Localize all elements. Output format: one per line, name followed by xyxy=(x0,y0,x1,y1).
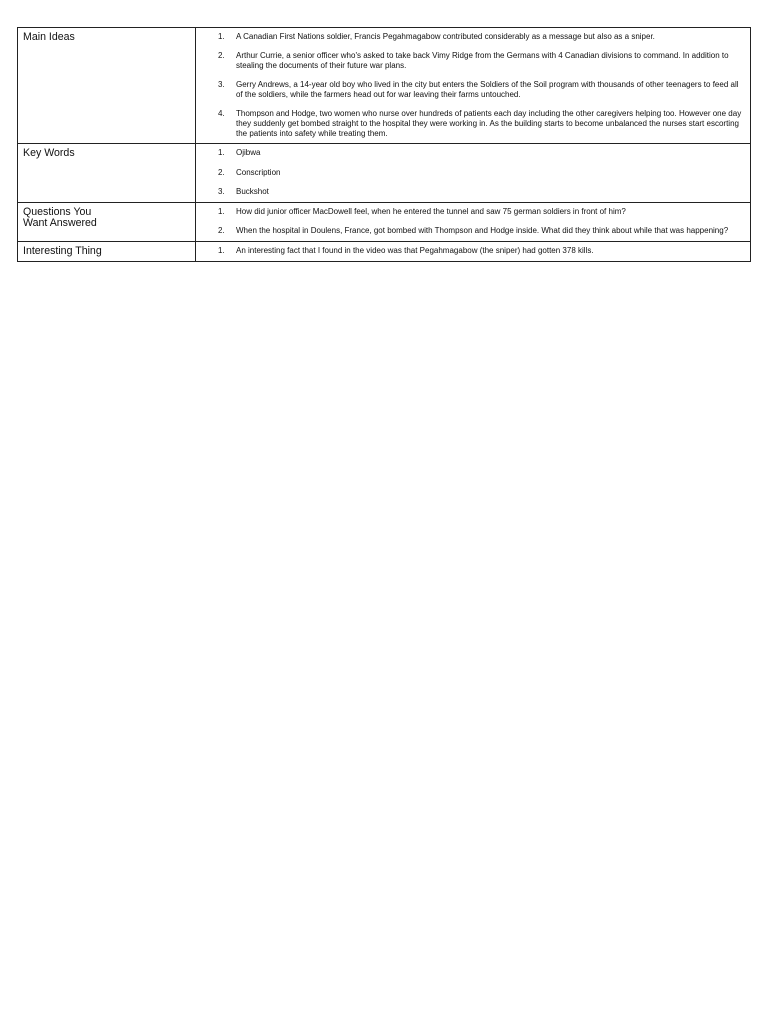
numbered-list xyxy=(196,246,742,256)
item-number: 1. xyxy=(218,148,225,158)
item-text: Arthur Currie, a senior officer who's asked to take back Vimy Ridge from the Germans with 4 Canadian divisions to command. In addition to stealing the documents of their future war plans. xyxy=(236,51,729,70)
item-text: How did junior officer MacDowell feel, when he entered the tunnel and saw 75 german soldiers in front of him? xyxy=(236,206,626,216)
row-content xyxy=(196,28,751,144)
item-text: Conscription xyxy=(236,167,281,177)
row-content xyxy=(196,144,751,202)
list-item xyxy=(196,168,742,178)
item-text: Ojibwa xyxy=(236,148,261,158)
numbered-list xyxy=(196,32,742,138)
row-label-text: Main Ideas xyxy=(23,31,75,43)
row-interesting-thing xyxy=(18,241,751,262)
list-item xyxy=(196,148,742,158)
row-label-text: Interesting Thing xyxy=(23,244,102,257)
item-number: 3. xyxy=(218,80,225,90)
row-content xyxy=(196,202,751,241)
item-text: An interesting fact that I found in the video was that Pegahmagabow (the sniper) had gotten 378 kills. xyxy=(236,245,594,255)
item-number: 1. xyxy=(218,32,225,41)
item-number: 1. xyxy=(218,245,225,255)
row-key-words xyxy=(18,144,751,202)
item-text: A Canadian First Nations soldier, Francis Pegahmagabow contributed considerably as a message but also as a sniper. xyxy=(236,32,655,41)
item-number: 4. xyxy=(218,109,225,119)
row-label xyxy=(18,144,196,202)
row-label-text: Want Answered xyxy=(23,217,97,230)
numbered-list xyxy=(196,148,742,196)
list-item xyxy=(196,80,742,99)
list-item xyxy=(196,207,742,217)
list-item xyxy=(196,226,742,236)
row-content xyxy=(196,241,751,262)
item-number: 2. xyxy=(218,51,225,61)
item-number: 1. xyxy=(218,206,225,216)
list-item xyxy=(196,187,742,197)
list-item xyxy=(196,109,742,138)
item-number: 3. xyxy=(218,186,225,196)
item-text: Buckshot xyxy=(236,186,269,196)
notes-table xyxy=(17,27,751,262)
list-item xyxy=(196,246,742,256)
item-number: 2. xyxy=(218,225,225,235)
item-text: Thompson and Hodge, two women who nurse over hundreds of patients each day including the other caregivers helping too. However one day they suddenly get bombed straight to the hospital they were working in. As the building starts to become unbalanced the nurses start escorting the patients into safety while treating them. xyxy=(236,109,742,138)
row-label xyxy=(18,241,196,262)
item-text: When the hospital in Doulens, France, got bombed with Thompson and Hodge inside. What did they think about while that was happening? xyxy=(236,225,729,235)
item-number: 2. xyxy=(218,167,225,177)
row-questions xyxy=(18,202,751,241)
list-item xyxy=(196,51,742,70)
numbered-list xyxy=(196,207,742,236)
row-label-text: Questions You xyxy=(23,205,92,218)
list-item xyxy=(196,32,742,42)
item-text: Gerry Andrews, a 14-year old boy who lived in the city but enters the Soldiers of the Soil program with thousands of other teenagers to feed all of the soldiers, while the farmers head out for war leaving their farms untouched. xyxy=(236,80,739,99)
row-main-ideas xyxy=(18,28,751,144)
row-label xyxy=(18,202,196,241)
row-label xyxy=(18,28,196,144)
row-label-text: Key Words xyxy=(23,147,75,160)
